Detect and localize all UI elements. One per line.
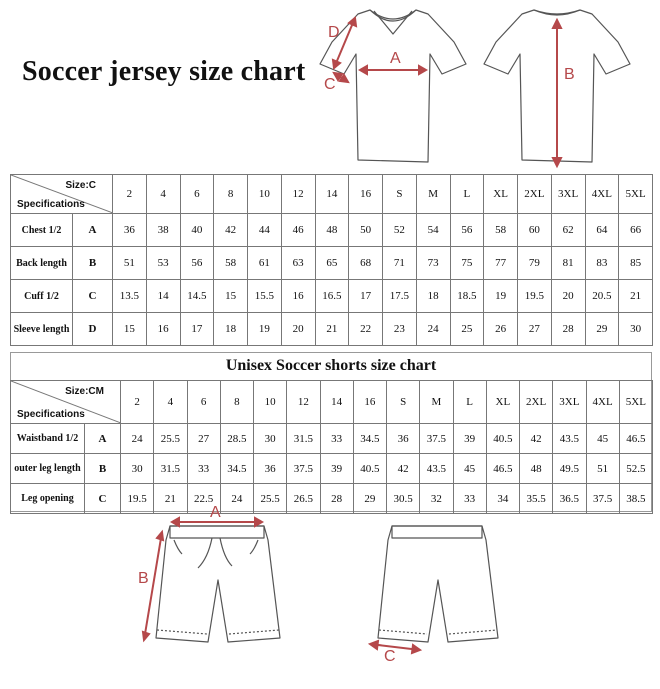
value-cell: 43.5 [420,454,453,484]
value-cell: 48 [315,214,349,247]
size-header: 14 [320,381,353,424]
shorts-measure-c-label: C [384,648,396,665]
value-cell: 22 [349,313,383,346]
value-cell: 37.5 [420,424,453,454]
value-cell: 15 [214,280,248,313]
value-cell: 44 [248,214,282,247]
size-header: 2XL [518,175,552,214]
row-symbol: C [73,280,113,313]
value-cell: 34 [486,484,519,514]
value-cell: 66 [619,214,653,247]
jersey-size-table [10,174,653,346]
value-cell: 15.5 [248,280,282,313]
value-cell: 18 [214,313,248,346]
jersey-measure-c-label: C [324,76,336,93]
size-header: 6 [180,175,214,214]
size-header: 14 [315,175,349,214]
size-header: S [387,381,420,424]
value-cell: 62 [551,214,585,247]
value-cell: 36 [387,424,420,454]
value-cell: 36.5 [553,484,586,514]
value-cell: 61 [248,247,282,280]
value-cell: 73 [416,247,450,280]
size-header: 2 [113,175,147,214]
row-label: Back length [11,247,73,280]
value-cell: 14 [146,280,180,313]
size-header: 10 [254,381,287,424]
value-cell: 20 [281,313,315,346]
value-cell: 17.5 [383,280,417,313]
table-row [11,247,653,280]
value-cell: 31.5 [154,454,187,484]
value-cell: 68 [349,247,383,280]
table-row [11,484,653,514]
row-label: Waistband 1/2 [11,424,85,454]
shorts-header-cell [11,381,121,424]
value-cell: 85 [619,247,653,280]
value-cell: 30 [121,454,154,484]
value-cell: 38 [146,214,180,247]
value-cell: 83 [585,247,619,280]
row-label: Sleeve length [11,313,73,346]
value-cell: 24 [121,424,154,454]
row-label: Leg opening [11,484,85,514]
value-cell: 36 [113,214,147,247]
value-cell: 19.5 [518,280,552,313]
row-label: outer leg length [11,454,85,484]
shorts-size-table [10,380,653,514]
value-cell: 40.5 [353,454,386,484]
value-cell: 51 [113,247,147,280]
row-symbol: B [73,247,113,280]
value-cell: 32 [420,484,453,514]
value-cell: 40.5 [486,424,519,454]
value-cell: 34.5 [220,454,253,484]
value-cell: 30.5 [387,484,420,514]
size-header: 2XL [520,381,553,424]
row-symbol: D [73,313,113,346]
size-header: M [420,381,453,424]
size-header: 3XL [553,381,586,424]
shorts-header-size: Size:CM [65,386,104,397]
value-cell: 79 [518,247,552,280]
value-cell: 21 [154,484,187,514]
size-header: 16 [349,175,383,214]
value-cell: 33 [187,454,220,484]
value-cell: 49.5 [553,454,586,484]
size-header: 6 [187,381,220,424]
value-cell: 24 [220,484,253,514]
value-cell: 35.5 [520,484,553,514]
value-cell: 42 [387,454,420,484]
value-cell: 75 [450,247,484,280]
value-cell: 39 [320,454,353,484]
value-cell: 37.5 [586,484,619,514]
value-cell: 53 [146,247,180,280]
shorts-header-row [11,381,653,424]
value-cell: 60 [518,214,552,247]
value-cell: 21 [619,280,653,313]
value-cell: 17 [180,313,214,346]
value-cell: 29 [585,313,619,346]
row-symbol: C [85,484,121,514]
value-cell: 19.5 [121,484,154,514]
value-cell: 71 [383,247,417,280]
value-cell: 51 [586,454,619,484]
size-header: 8 [214,175,248,214]
value-cell: 50 [349,214,383,247]
value-cell: 52 [383,214,417,247]
value-cell: 17 [349,280,383,313]
value-cell: 13.5 [113,280,147,313]
value-cell: 56 [180,247,214,280]
value-cell: 21 [315,313,349,346]
value-cell: 81 [551,247,585,280]
value-cell: 56 [450,214,484,247]
shorts-front-illustration [134,504,294,670]
value-cell: 46.5 [619,424,652,454]
value-cell: 37.5 [287,454,320,484]
value-cell: 77 [484,247,518,280]
value-cell: 19 [248,313,282,346]
value-cell: 54 [416,214,450,247]
shorts-chart-title: Unisex Soccer shorts size chart [225,357,437,374]
value-cell: 45 [586,424,619,454]
row-symbol: A [85,424,121,454]
row-label: Chest 1/2 [11,214,73,247]
value-cell: 23 [383,313,417,346]
value-cell: 24 [416,313,450,346]
size-header: XL [484,175,518,214]
value-cell: 46 [281,214,315,247]
value-cell: 14.5 [180,280,214,313]
value-cell: 28 [551,313,585,346]
value-cell: 16 [146,313,180,346]
size-header: 2 [121,381,154,424]
value-cell: 40 [180,214,214,247]
jersey-back-illustration [482,2,632,172]
value-cell: 64 [585,214,619,247]
jersey-header-size: Size:C [65,180,96,191]
shorts-back-illustration [362,510,522,680]
value-cell: 29 [353,484,386,514]
value-cell: 58 [214,247,248,280]
shorts-measure-a-label: A [210,504,221,521]
size-header: 4 [146,175,180,214]
value-cell: 39 [453,424,486,454]
table-row [11,454,653,484]
size-header: 5XL [619,381,652,424]
value-cell: 30 [619,313,653,346]
value-cell: 25.5 [254,484,287,514]
value-cell: 45 [453,454,486,484]
value-cell: 33 [320,424,353,454]
row-symbol: A [73,214,113,247]
value-cell: 33 [453,484,486,514]
value-cell: 27 [187,424,220,454]
value-cell: 20.5 [585,280,619,313]
size-header: 4 [154,381,187,424]
shorts-header-spec: Specifications [17,409,85,420]
jersey-header-row [11,175,653,214]
size-header: 16 [353,381,386,424]
table-row [11,214,653,247]
value-cell: 42 [520,424,553,454]
size-header: 12 [281,175,315,214]
size-header: M [416,175,450,214]
value-cell: 27 [518,313,552,346]
table-row [11,280,653,313]
value-cell: 20 [551,280,585,313]
value-cell: 46.5 [486,454,519,484]
size-header: L [453,381,486,424]
jersey-measure-b-label: B [564,66,575,83]
jersey-measure-a-label: A [390,50,401,67]
value-cell: 16 [281,280,315,313]
value-cell: 16.5 [315,280,349,313]
value-cell: 31.5 [287,424,320,454]
value-cell: 19 [484,280,518,313]
jersey-header-spec: Specifications [17,199,85,210]
value-cell: 25 [450,313,484,346]
value-cell: 15 [113,313,147,346]
size-header: XL [486,381,519,424]
jersey-header-cell [11,175,113,214]
size-header: L [450,175,484,214]
value-cell: 28 [320,484,353,514]
table-row [11,424,653,454]
table-row [11,313,653,346]
value-cell: 38.5 [619,484,652,514]
size-header: 4XL [585,175,619,214]
size-header: 3XL [551,175,585,214]
value-cell: 34.5 [353,424,386,454]
value-cell: 30 [254,424,287,454]
value-cell: 63 [281,247,315,280]
row-label: Cuff 1/2 [11,280,73,313]
value-cell: 26 [484,313,518,346]
size-header: 5XL [619,175,653,214]
value-cell: 36 [254,454,287,484]
value-cell: 42 [214,214,248,247]
value-cell: 65 [315,247,349,280]
size-header: 12 [287,381,320,424]
value-cell: 25.5 [154,424,187,454]
value-cell: 58 [484,214,518,247]
shorts-measure-b-label: B [138,570,149,587]
jersey-front-illustration [318,2,468,172]
row-symbol: B [85,454,121,484]
jersey-measure-d-label: D [328,24,340,41]
size-header: 10 [248,175,282,214]
size-header: S [383,175,417,214]
value-cell: 52.5 [619,454,652,484]
value-cell: 22.5 [187,484,220,514]
value-cell: 18 [416,280,450,313]
value-cell: 18.5 [450,280,484,313]
value-cell: 26.5 [287,484,320,514]
size-header: 8 [220,381,253,424]
value-cell: 48 [520,454,553,484]
value-cell: 28.5 [220,424,253,454]
value-cell: 43.5 [553,424,586,454]
size-header: 4XL [586,381,619,424]
jersey-chart-title: Soccer jersey size chart [22,56,306,87]
